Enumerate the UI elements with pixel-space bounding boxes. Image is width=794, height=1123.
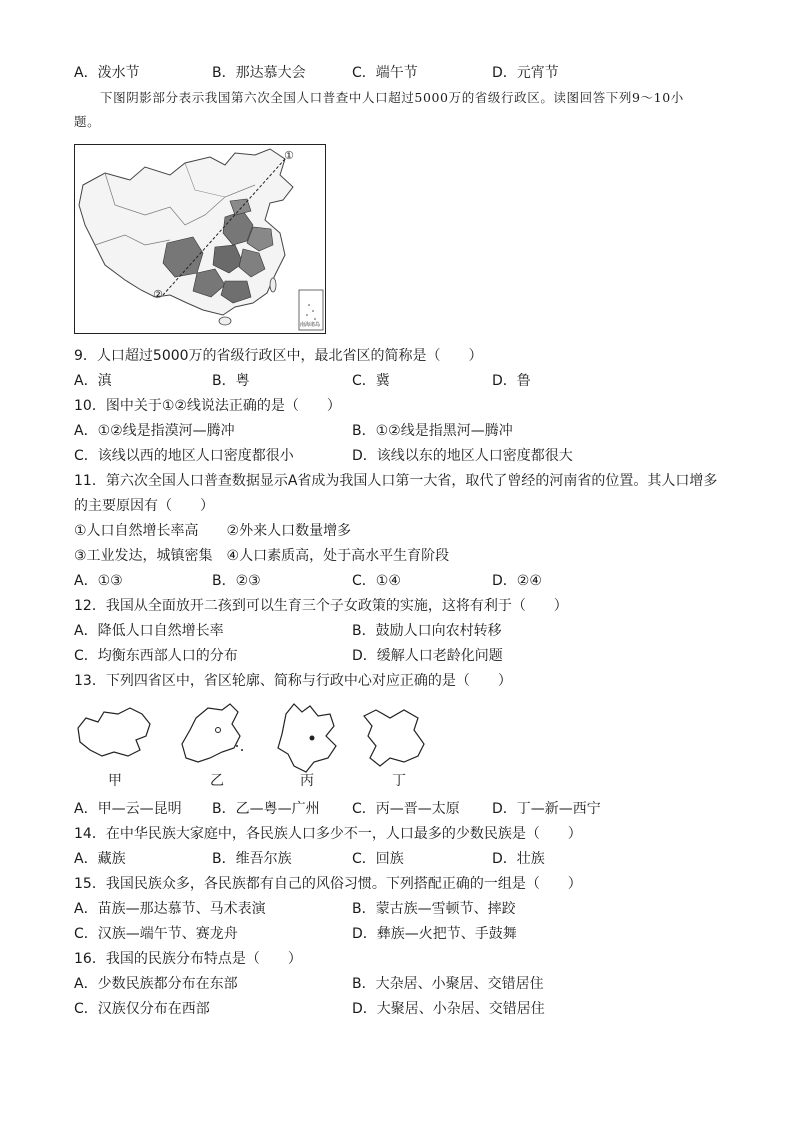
q16-option-a[interactable]: A．少数民族都分布在东部 [74, 976, 238, 992]
q11-stem: 11．第六次全国人口普查数据显示A省成为我国人口第一大省，取代了曾经的河南省的位置。其人口增多 [74, 473, 718, 489]
intro-text: 下图阴影部分表示我国第六次全国人口普查中人口超过5000万的省级行政区。读图回答下列9～10小 [100, 90, 684, 105]
q10-option-c[interactable]: C．该线以西的地区人口密度都很小 [74, 448, 294, 464]
q15-option-d[interactable]: D．彝族—火把节、手鼓舞 [352, 926, 517, 942]
q13-option-a[interactable]: A．甲—云—昆明 [74, 801, 182, 817]
q9-option-b[interactable]: B．粤 [212, 373, 250, 389]
q11-option-d[interactable]: D．②④ [492, 573, 542, 589]
china-population-map [74, 144, 326, 334]
q16-option-b[interactable]: B．大杂居、小聚居、交错居住 [352, 976, 544, 992]
q11-items-1: ①人口自然增长率高 ②外来人口数量增多 [74, 523, 352, 539]
q15-option-c[interactable]: C．汉族—端午节、赛龙舟 [74, 926, 238, 942]
q12-option-c[interactable]: C．均衡东西部人口的分布 [74, 648, 238, 664]
q14-option-a[interactable]: A．藏族 [74, 851, 126, 867]
province-label-bing: 丙 [300, 773, 314, 789]
q9-option-a[interactable]: A．滇 [74, 373, 112, 389]
q14-option-b[interactable]: B．维吾尔族 [212, 851, 292, 867]
province-ding-outline [364, 710, 424, 766]
q16-option-d[interactable]: D．大聚居、小杂居、交错居住 [352, 1001, 545, 1017]
q14-option-c[interactable]: C．回族 [352, 851, 404, 867]
province-label-ding: 丁 [392, 773, 406, 789]
q13-option-c[interactable]: C．丙—晋—太原 [352, 801, 460, 817]
province-yi-capital [216, 728, 221, 733]
q12-option-b[interactable]: B．鼓励人口向农村转移 [352, 623, 502, 639]
province-label-yi: 乙 [210, 773, 224, 789]
q13-option-d[interactable]: D．丁—新—西宁 [492, 801, 601, 817]
province-jia-outline [78, 708, 150, 756]
q11-option-b[interactable]: B．②③ [212, 573, 261, 589]
map-mark-1: ① [284, 149, 294, 162]
q13-option-b[interactable]: B．乙—粤—广州 [212, 801, 320, 817]
q16-stem: 16．我国的民族分布特点是（ ） [74, 951, 302, 967]
q11-items-2: ③工业发达，城镇密集 ④人口素质高，处于高水平生育阶段 [74, 548, 450, 564]
q10-stem: 10．图中关于①②线说法正确的是（ ） [74, 398, 341, 414]
q14-option-d[interactable]: D．壮族 [492, 851, 545, 867]
q9-option-d[interactable]: D．鲁 [492, 373, 531, 389]
province-bing-capital [310, 736, 315, 741]
q9-option-c[interactable]: C．冀 [352, 373, 390, 389]
province-bing-outline [278, 704, 336, 772]
q15-option-b[interactable]: B．蒙古族—雪顿节、摔跤 [352, 901, 516, 917]
intro-text-cont: 题。 [74, 114, 101, 129]
q15-stem: 15．我国民族众多，各民族都有自己的风俗习惯。下列搭配正确的一组是（ ） [74, 876, 582, 892]
q8-option-d[interactable]: D．元宵节 [492, 65, 559, 81]
q10-option-a[interactable]: A．①②线是指漠河—腾冲 [74, 423, 235, 439]
q11-option-a[interactable]: A．①③ [74, 573, 123, 589]
map-inset-label: 南海诸岛 [300, 322, 321, 328]
q8-option-c[interactable]: C．端午节 [352, 65, 418, 81]
q12-option-a[interactable]: A．降低人口自然增长率 [74, 623, 224, 639]
province-yi-outline [182, 704, 240, 762]
province-label-jia: 甲 [108, 773, 122, 789]
q10-option-d[interactable]: D．该线以东的地区人口密度都很大 [352, 448, 573, 464]
q11-stem-cont: 的主要原因有（ ） [74, 498, 214, 514]
map-mark-2: ② [153, 288, 163, 301]
q14-stem: 14．在中华民族大家庭中，各民族人口多少不一，人口最多的少数民族是（ ） [74, 826, 582, 842]
q11-option-c[interactable]: C．①④ [352, 573, 401, 589]
q15-option-a[interactable]: A．苗族—那达慕节、马术表演 [74, 901, 266, 917]
q16-option-c[interactable]: C．汉族仅分布在西部 [74, 1001, 210, 1017]
q8-option-a[interactable]: A．泼水节 [74, 65, 140, 81]
map-graphic [75, 145, 325, 333]
q12-option-d[interactable]: D．缓解人口老龄化问题 [352, 648, 503, 664]
q12-stem: 12．我国从全面放开二孩到可以生育三个子女政策的实施，这将有利于（ ） [74, 598, 568, 614]
q9-stem: 9．人口超过5000万的省级行政区中，最北省区的简称是（ ） [74, 348, 483, 364]
q8-option-b[interactable]: B．那达慕大会 [212, 65, 306, 81]
q10-option-b[interactable]: B．①②线是指黑河—腾冲 [352, 423, 513, 439]
q13-stem: 13．下列四省区中，省区轮廓、简称与行政中心对应正确的是（ ） [74, 673, 512, 689]
